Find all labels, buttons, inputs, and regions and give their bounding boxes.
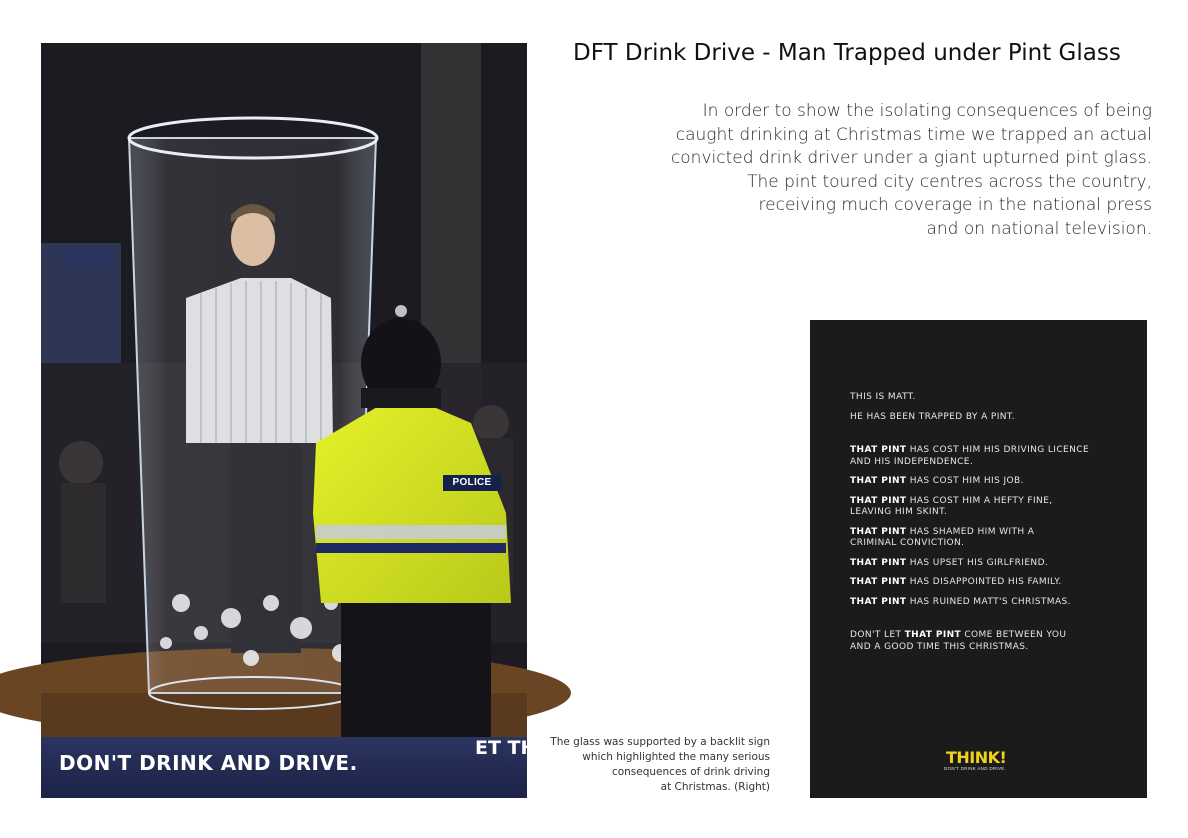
poster-closing-line2: AND A GOOD TIME THIS CHRISTMAS. bbox=[850, 641, 1029, 652]
poster-item-bold: THAT PINT bbox=[850, 476, 907, 486]
poster-item-rest: HAS DISAPPOINTED HIS FAMILY. bbox=[906, 577, 1062, 587]
poster-item-bold: THAT PINT bbox=[850, 526, 907, 537]
poster-intro-line: THIS IS MATT. bbox=[850, 392, 916, 402]
helmet-badge bbox=[395, 305, 407, 317]
poster-item-rest: HAS COST HIM HIS JOB. bbox=[906, 476, 1024, 486]
think-logo-tagline: DON'T DRINK AND DRIVE. bbox=[944, 766, 1007, 771]
poster-item-bold: THAT PINT bbox=[850, 557, 907, 568]
checker-band bbox=[316, 543, 506, 553]
poster-intro-line: HE HAS BEEN TRAPPED BY A PINT. bbox=[850, 411, 1015, 422]
poster-item bbox=[850, 577, 1089, 589]
caption-line: at Christmas. (Right) bbox=[660, 781, 770, 793]
closing-rest: COME BETWEEN YOU bbox=[961, 630, 1067, 640]
poster-item bbox=[850, 597, 1089, 609]
caption-line: which highlighted the many serious bbox=[582, 751, 770, 763]
poster-item-rest: HAS SHAMED HIM WITH A bbox=[906, 526, 1035, 537]
reflective-stripe bbox=[316, 525, 506, 539]
backlit-sign bbox=[41, 737, 537, 798]
police-badge: POLICE bbox=[443, 475, 501, 491]
pint-glass bbox=[129, 138, 376, 693]
poster-item-bold: THAT PINT bbox=[850, 445, 907, 455]
poster-item-line2: AND HIS INDEPENDENCE. bbox=[850, 456, 974, 467]
closing-bold: THAT PINT bbox=[904, 630, 962, 640]
bystander bbox=[59, 441, 103, 485]
think-logo-word: THINK! bbox=[946, 748, 1007, 767]
poster-closing bbox=[850, 630, 1089, 642]
poster-item bbox=[850, 496, 1089, 508]
body-line: receiving much coverage in the national press bbox=[758, 195, 1152, 215]
poster-item-line2: LEAVING HIM SKINT. bbox=[850, 507, 948, 517]
poster-item-rest: HAS RUINED MATT'S CHRISTMAS. bbox=[906, 596, 1071, 607]
body-line: In order to show the isolating consequences of being bbox=[702, 101, 1152, 121]
poster-item-bold: THAT PINT bbox=[850, 596, 907, 607]
caption-line: The glass was supported by a backlit sign bbox=[550, 736, 770, 748]
poster-item-bold: THAT PINT bbox=[850, 577, 907, 587]
helmet-brim bbox=[361, 388, 441, 408]
body-line: The pint toured city centres across the country, bbox=[747, 171, 1152, 192]
platform-sign bbox=[61, 248, 111, 266]
campaign-photo bbox=[41, 43, 537, 798]
banner-tail-text: ET TH bbox=[475, 737, 537, 759]
think-logo bbox=[946, 748, 1016, 778]
body-copy bbox=[592, 100, 1152, 241]
poster-item-line2: CRIMINAL CONVICTION. bbox=[850, 538, 965, 548]
poster-item-bold: THAT PINT bbox=[850, 495, 907, 506]
poster-item-rest: HAS COST HIM HIS DRIVING LICENCE bbox=[906, 445, 1090, 455]
poster-item bbox=[850, 476, 1089, 488]
poster-item-rest: HAS UPSET HIS GIRLFRIEND. bbox=[906, 557, 1049, 568]
photo-illustration bbox=[41, 43, 527, 798]
banner-text: DON'T DRINK AND DRIVE. bbox=[59, 751, 358, 775]
photo-caption bbox=[530, 735, 770, 795]
poster-item bbox=[850, 527, 1089, 539]
poster-item bbox=[850, 445, 1089, 457]
backlit-poster bbox=[810, 320, 1147, 798]
body-line: and on national television. bbox=[926, 218, 1152, 239]
poster-text bbox=[850, 392, 1089, 653]
bystander bbox=[473, 405, 509, 441]
closing-prefix: DON'T LET bbox=[850, 630, 905, 640]
bystander-body bbox=[61, 483, 106, 603]
body-line: caught drinking at Christmas time we trapped an actual bbox=[675, 124, 1152, 145]
poster-item-rest: HAS COST HIM A HEFTY FINE, bbox=[906, 495, 1053, 506]
caption-line: consequences of drink driving bbox=[611, 766, 770, 778]
page-title: DFT Drink Drive - Man Trapped under Pint Glass bbox=[573, 40, 1121, 66]
poster-item bbox=[850, 558, 1089, 570]
body-line: convicted drink driver under a giant upturned pint glass. bbox=[670, 148, 1152, 168]
